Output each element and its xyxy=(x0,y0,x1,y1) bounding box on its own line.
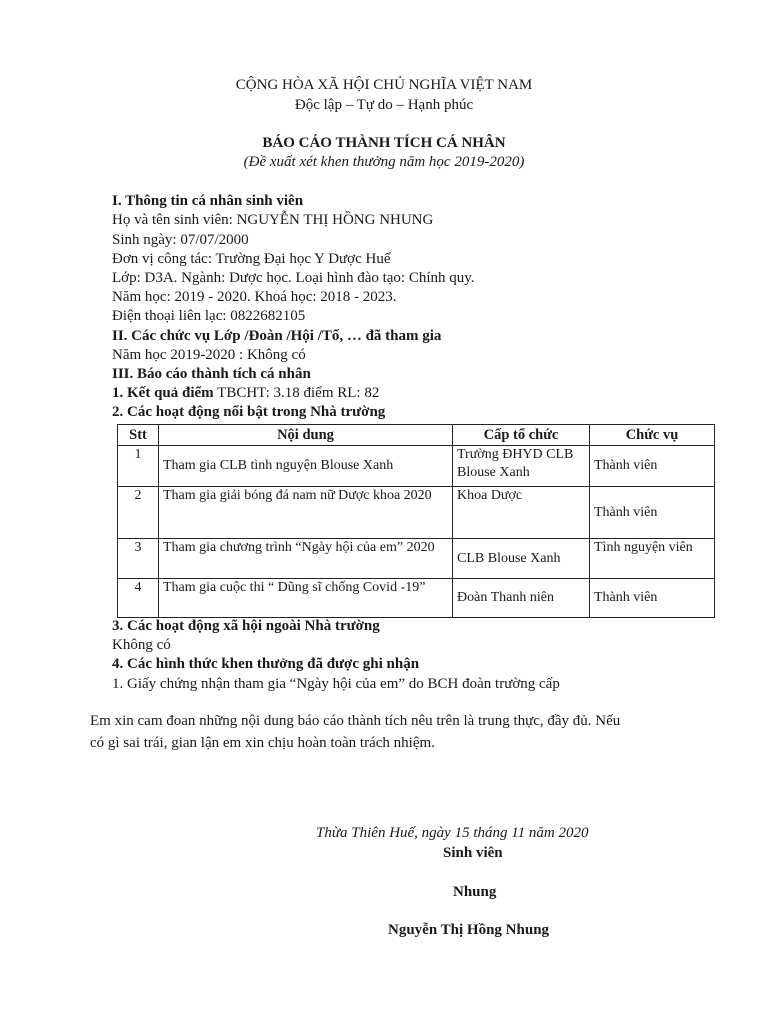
table-row xyxy=(118,579,715,618)
row-role: Tình nguyện viên xyxy=(590,539,715,579)
row-stt: 3 xyxy=(118,539,159,579)
nation-title: CỘNG HÒA XÃ HỘI CHỦ NGHĨA VIỆT NAM xyxy=(235,77,533,93)
class-info: Lớp: D3A. Ngành: Dược học. Loại hình đào tạo: Chính quy. xyxy=(112,270,475,286)
result-value: TBCHT: 3.18 điểm RL: 82 xyxy=(213,385,380,401)
row-level: Đoàn Thanh niên xyxy=(453,579,590,618)
motto: Độc lập – Tự do – Hạnh phúc xyxy=(294,97,474,113)
social-heading: 3. Các hoạt động xã hội ngoài Nhà trường xyxy=(112,618,380,634)
row-level: Khoa Dược xyxy=(453,487,590,539)
year-info: Năm học: 2019 - 2020. Khoá học: 2018 - 2023. xyxy=(112,289,397,305)
activities-heading: 2. Các hoạt động nổi bật trong Nhà trường xyxy=(112,404,386,420)
social-value: Không có xyxy=(112,637,171,653)
work-unit: Đơn vị công tác: Trường Đại học Y Dược Huế xyxy=(112,251,391,267)
row-level: Trường ĐHYD CLB Blouse Xanh xyxy=(453,446,590,487)
table-row xyxy=(118,487,715,539)
activities-table xyxy=(117,424,715,618)
row-level: CLB Blouse Xanh xyxy=(453,539,590,579)
result-label: 1. Kết quả điểm xyxy=(112,385,214,401)
awards-heading: 4. Các hình thức khen thưởng đã được ghi nhận xyxy=(112,656,420,672)
row-stt: 4 xyxy=(118,579,159,618)
row-content: Tham gia chương trình “Ngày hội của em” 2020 xyxy=(159,539,453,579)
table-header-row xyxy=(118,425,715,446)
report-subtitle: (Đề xuất xét khen thưởng năm học 2019-2020) xyxy=(243,154,525,170)
section3-heading: III. Báo cáo thành tích cá nhân xyxy=(112,366,311,382)
row-role: Thành viên xyxy=(590,487,715,539)
section1-heading: I. Thông tin cá nhân sinh viên xyxy=(112,193,304,209)
header-stt: Stt xyxy=(118,425,159,446)
phone-info: Điện thoại liên lạc: 0822682105 xyxy=(112,308,306,324)
signature-mark: Nhung xyxy=(453,884,497,900)
row-stt: 2 xyxy=(118,487,159,539)
date-of-birth: Sinh ngày: 07/07/2000 xyxy=(112,232,249,248)
header-role: Chức vụ xyxy=(590,425,715,446)
section2-heading: II. Các chức vụ Lớp /Đoàn /Hội /Tổ, … đã tham gia xyxy=(112,328,442,344)
student-name: Họ và tên sinh viên: NGUYỄN THỊ HỒNG NHUNG xyxy=(112,212,434,228)
signer-role: Sinh viên xyxy=(443,845,503,861)
row-stt: 1 xyxy=(118,446,159,487)
positions-line: Năm học 2019-2020 : Không có xyxy=(112,347,306,363)
result-line xyxy=(112,385,379,402)
row-content: Tham gia CLB tình nguyện Blouse Xanh xyxy=(159,446,453,487)
row-role: Thành viên xyxy=(590,579,715,618)
header-content: Nội dung xyxy=(159,425,453,446)
table-row xyxy=(118,539,715,579)
header-level: Cấp tổ chức xyxy=(453,425,590,446)
row-content: Tham gia cuộc thi “ Dũng sĩ chống Covid -19” xyxy=(159,579,453,618)
awards-item: 1. Giấy chứng nhận tham gia “Ngày hội của em” do BCH đoàn trường cấp xyxy=(112,676,560,692)
row-role: Thành viên xyxy=(590,446,715,487)
table-row xyxy=(118,446,715,487)
signer-full-name: Nguyễn Thị Hồng Nhung xyxy=(388,922,550,938)
place-date: Thừa Thiên Huế, ngày 15 tháng 11 năm 2020 xyxy=(316,825,589,841)
report-title: BÁO CÁO THÀNH TÍCH CÁ NHÂN xyxy=(262,135,506,151)
commitment-line-2: có gì sai trái, gian lận em xin chịu hoàn toàn trách nhiệm. xyxy=(90,735,435,751)
row-content: Tham gia giải bóng đá nam nữ Dược khoa 2020 xyxy=(159,487,453,539)
commitment-line-1: Em xin cam đoan những nội dung báo cáo thành tích nêu trên là trung thực, đầy đủ. Nếu xyxy=(90,713,621,729)
